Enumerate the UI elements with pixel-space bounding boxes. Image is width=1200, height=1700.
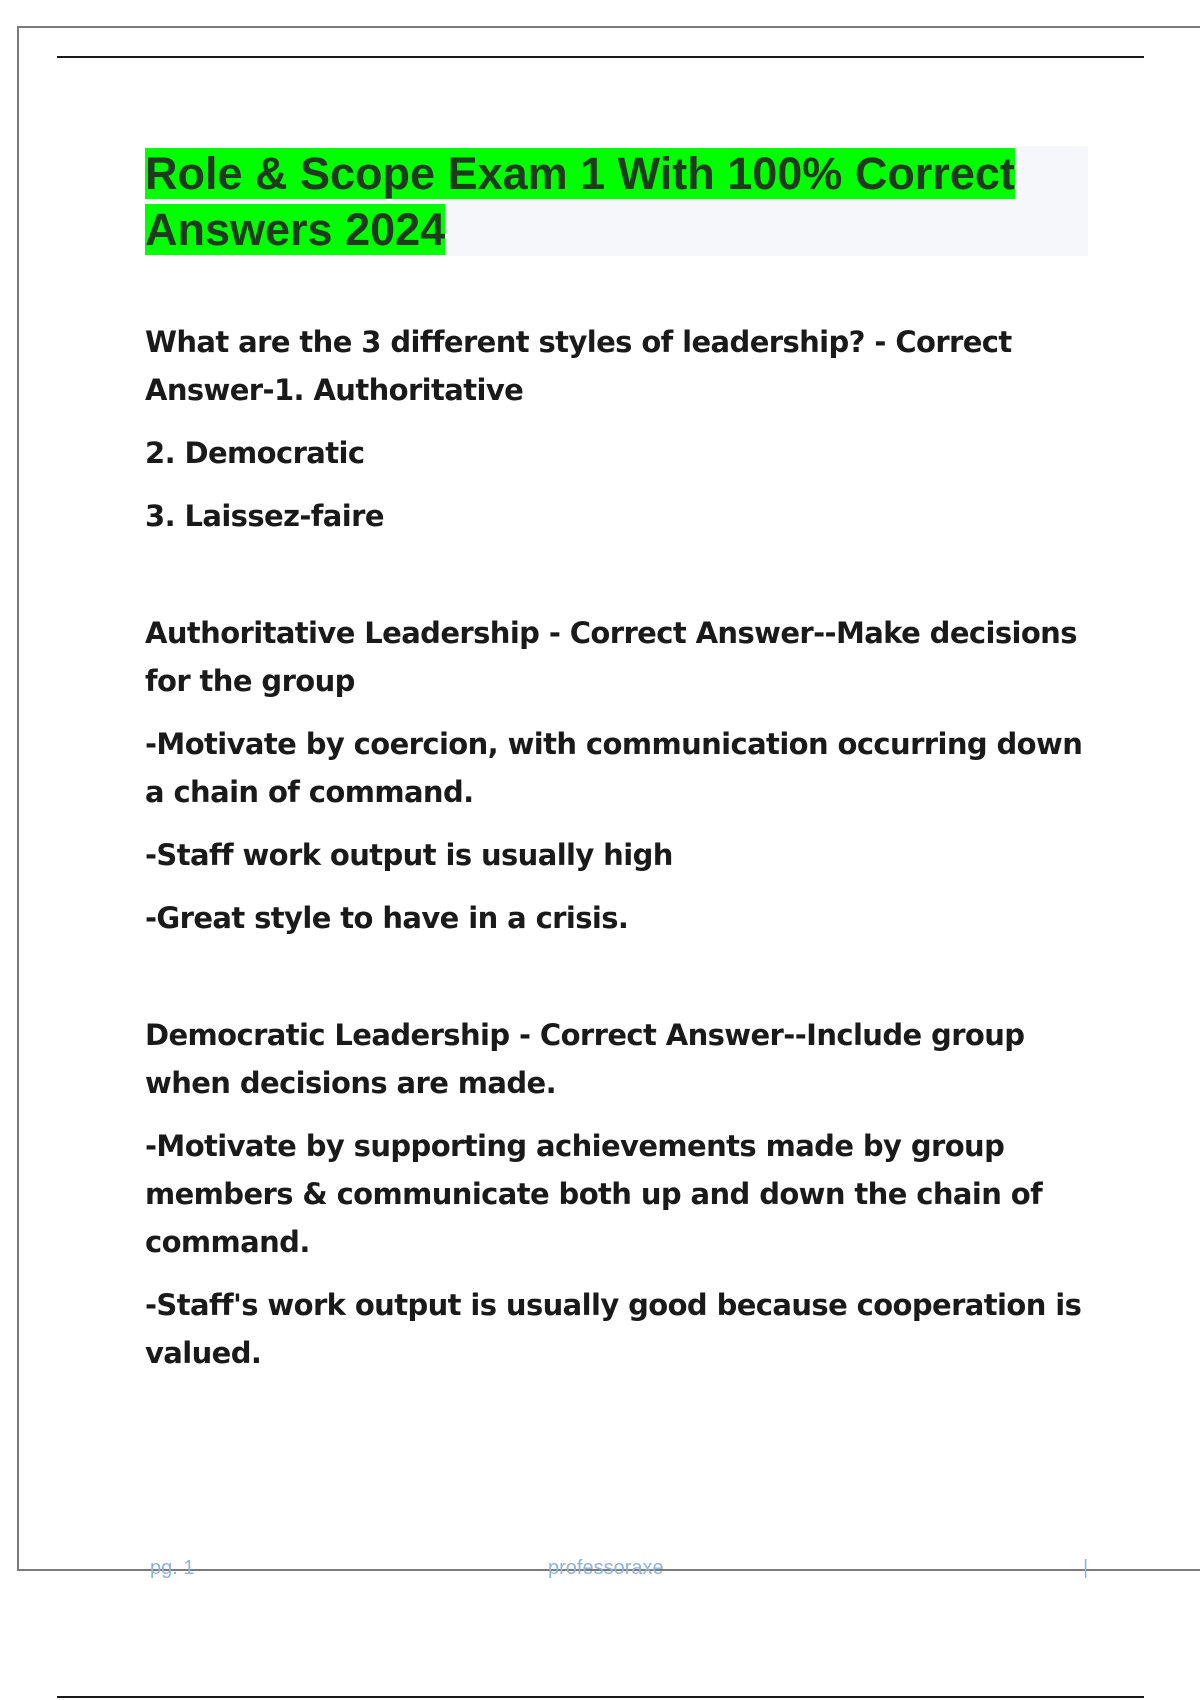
qa-answer-line: -Motivate by supporting achievements made by group members & communicate both up and down the chain of command.: [145, 1129, 1043, 1259]
qa-democratic-leadership: [145, 1011, 1095, 1377]
footer-site-name: professoraxe: [548, 1557, 664, 1579]
qa-question: Authoritative Leadership - Correct Answer--Make decisions for the group: [145, 616, 1077, 698]
bottom-rule: [57, 1696, 1144, 1698]
title-line-1: Role & Scope Exam 1 With 100% Correct: [145, 148, 1015, 199]
qa-answer-line: 3. Laissez-faire: [145, 499, 384, 533]
qa-answer-line: 2. Democratic: [145, 436, 365, 470]
title-line-2: Answers 2024: [145, 204, 446, 255]
document-title: [145, 146, 1088, 258]
qa-answer-line: -Great style to have in a crisis.: [145, 901, 629, 935]
page-footer: [0, 1557, 1200, 1587]
qa-question: Democratic Leadership - Correct Answer--Include group when decisions are made.: [145, 1018, 1025, 1100]
qa-answer-line: -Staff work output is usually high: [145, 838, 673, 872]
title-block: [145, 146, 1088, 256]
qa-authoritative-leadership: [145, 609, 1095, 942]
page-number: pg. 1: [150, 1557, 195, 1579]
document-body: [145, 318, 1095, 1446]
qa-answer-line: -Motivate by coercion, with communication occurring down a chain of command.: [145, 727, 1083, 809]
qa-answer-line: -Staff's work output is usually good because cooperation is valued.: [145, 1288, 1082, 1370]
qa-question: What are the 3 different styles of leadership? - Correct Answer-1. Authoritative: [145, 325, 1012, 407]
header-rule: [57, 56, 1144, 58]
qa-leadership-styles: [145, 318, 1095, 540]
footer-separator: |: [1083, 1557, 1089, 1579]
